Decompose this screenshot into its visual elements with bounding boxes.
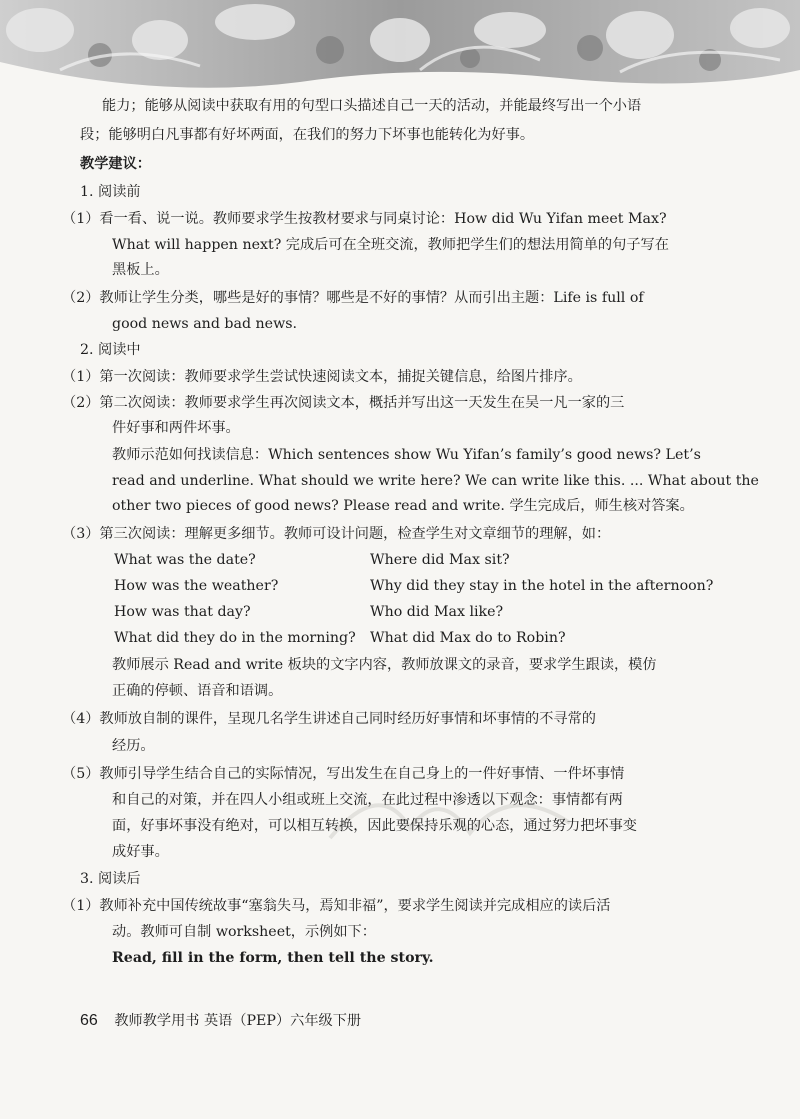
question-left: What did they do in the morning?	[114, 630, 356, 646]
list-item: （2）第二次阅读：教师要求学生再次阅读文本，概括并写出这一天发生在吴一凡一家的三	[62, 395, 625, 411]
list-item: （4）教师放自制的课件，呈现几名学生讲述自己同时经历好事情和坏事情的不寻常的	[62, 711, 596, 727]
floral-banner-image	[0, 0, 800, 92]
list-item: 黑板上。	[112, 262, 169, 278]
list-item: good news and bad news.	[112, 316, 298, 332]
question-right: Who did Max like?	[370, 604, 504, 620]
book-title: 教师教学用书 英语（PEP）六年级下册	[114, 1013, 362, 1029]
list-item: （1）教师补充中国传统故事“塞翁失马，焉知非福”，要求学生阅读并完成相应的读后活	[62, 898, 611, 914]
subheading-before-reading: 1. 阅读前	[80, 184, 141, 200]
question-left: How was the weather?	[114, 578, 279, 594]
list-item: 教师示范如何找读信息：Which sentences show Wu Yifan’s family’s good news? Let’s	[112, 447, 701, 463]
list-item: 正确的停顿、语音和语调。	[112, 683, 283, 699]
intro-line: 段；能够明白凡事都有好坏两面，在我们的努力下坏事也能转化为好事。	[80, 127, 535, 143]
question-left: What was the date?	[114, 552, 256, 568]
list-item: other two pieces of good news? Please read and write. 学生完成后，师生核对答案。	[112, 498, 694, 514]
list-item: （1）第一次阅读：教师要求学生尝试快速阅读文本，捕捉关键信息，给图片排序。	[62, 369, 582, 385]
list-item: 件好事和两件坏事。	[112, 420, 240, 436]
subheading-after-reading: 3. 阅读后	[80, 871, 141, 887]
list-item: 动。教师可自制 worksheet，示例如下：	[112, 924, 376, 940]
list-item: 经历。	[112, 738, 155, 754]
intro-line: 能力；能够从阅读中获取有用的句型口头描述自己一天的活动，并能最终写出一个小语	[102, 98, 642, 114]
page-number: 66	[80, 1012, 98, 1029]
list-item: （3）第三次阅读：理解更多细节。教师可设计问题，检查学生对文章细节的理解，如：	[62, 526, 611, 542]
section-heading: 教学建议：	[80, 156, 151, 172]
list-item: （1）看一看、说一说。教师要求学生按教材要求与同桌讨论：How did Wu Yifan meet Max?	[62, 211, 667, 227]
page-footer	[80, 1010, 361, 1030]
question-left: How was that day?	[114, 604, 251, 620]
worksheet-instruction: Read, fill in the form, then tell the story.	[112, 950, 434, 966]
list-item: What will happen next? 完成后可在全班交流，教师把学生们的想法用简单的句子写在	[112, 237, 669, 253]
question-right: What did Max do to Robin?	[370, 630, 566, 646]
list-item: 面，好事坏事没有绝对，可以相互转换，因此要保持乐观的心态，通过努力把坏事变	[112, 818, 637, 834]
list-item: （2）教师让学生分类，哪些是好的事情？哪些是不好的事情？从而引出主题：Life is full of	[62, 290, 644, 306]
list-item: 和自己的对策，并在四人小组或班上交流，在此过程中渗透以下观念：事情都有两	[112, 792, 623, 808]
question-right: Where did Max sit?	[370, 552, 510, 568]
list-item: read and underline. What should we write here? We can write like this. ... What about the	[112, 473, 759, 489]
list-item: 教师展示 Read and write 板块的文字内容，教师放课文的录音，要求学生跟读，模仿	[112, 657, 657, 673]
question-right: Why did they stay in the hotel in the afternoon?	[370, 578, 714, 594]
list-item: 成好事。	[112, 844, 169, 860]
subheading-during-reading: 2. 阅读中	[80, 342, 141, 358]
list-item: （5）教师引导学生结合自己的实际情况，写出发生在自己身上的一件好事情、一件坏事情	[62, 766, 625, 782]
